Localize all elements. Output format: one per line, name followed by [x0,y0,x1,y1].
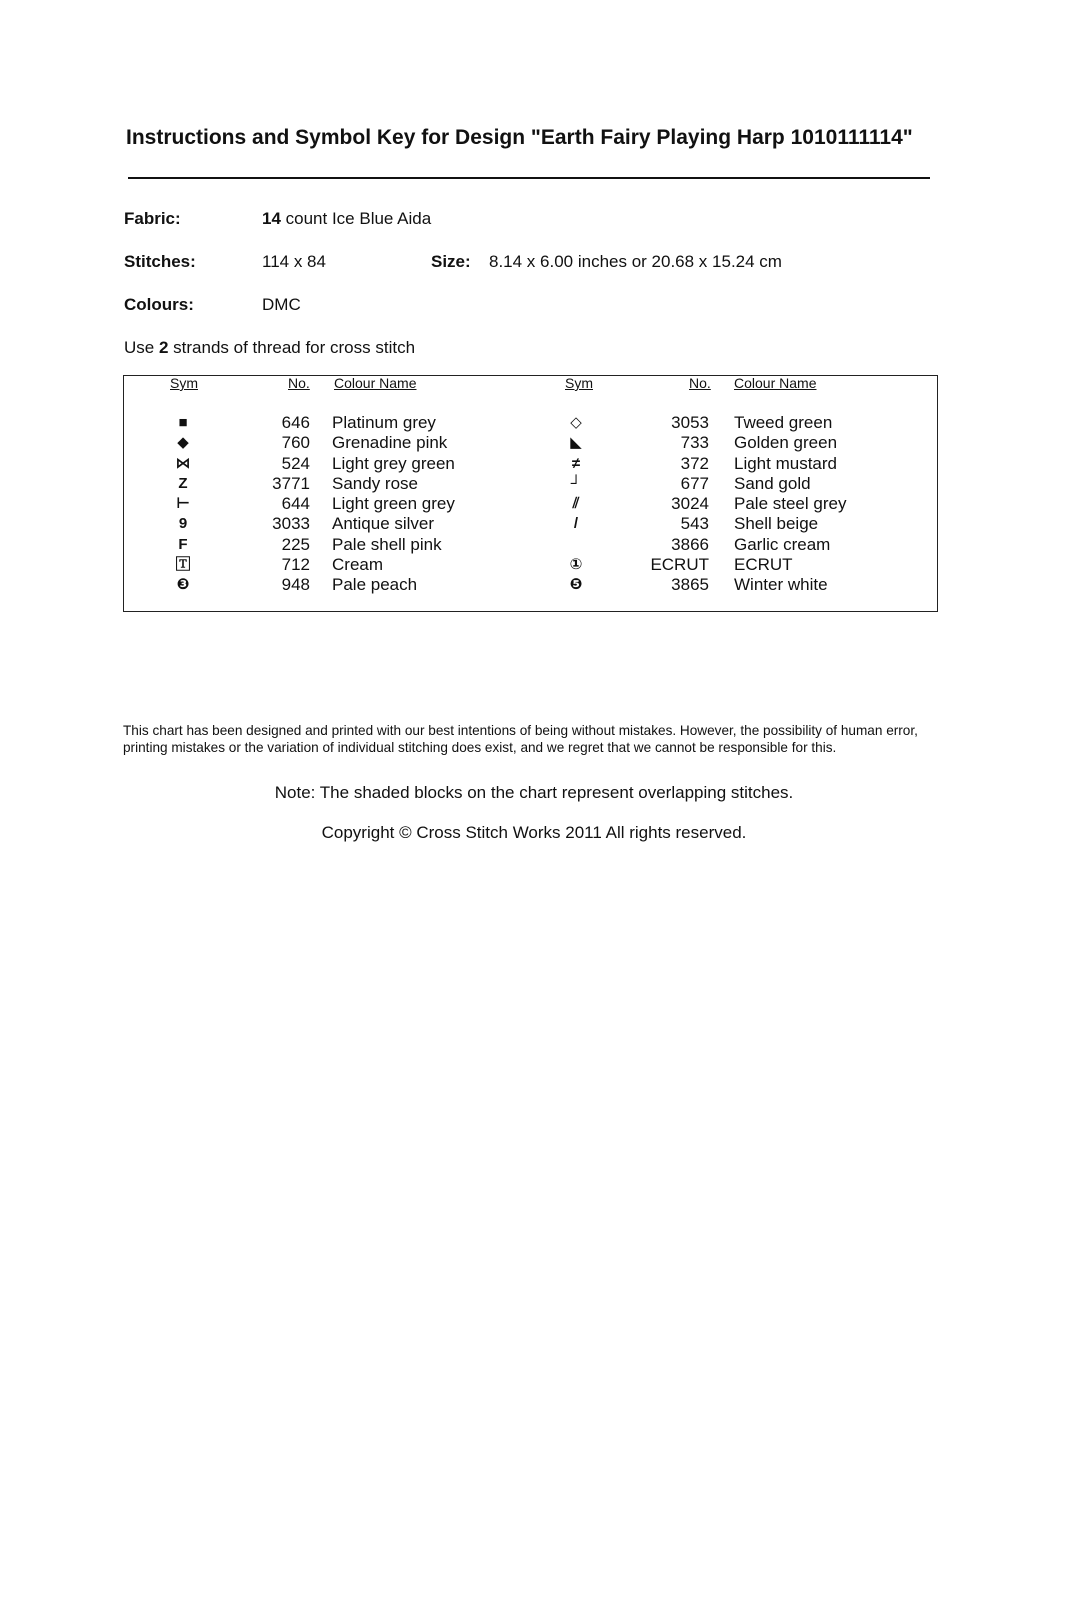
key-row [0,454,1068,474]
symbol-glyph: Z [178,474,188,492]
colour-name: Sandy rose [332,473,418,493]
colour-number: 3053 [671,413,709,432]
symbol-glyph: ❸ [176,576,190,594]
colour-name: Pale shell pink [332,534,442,554]
colour-name: Garlic cream [734,534,831,554]
size-label: Size: [431,252,471,271]
stitches-value: 114 x 84 [262,252,326,271]
colour-name: Winter white [734,575,828,595]
colour-name: Light mustard [734,453,837,473]
shaded-blocks-note: Note: The shaded blocks on the chart represent overlapping stitches. [274,783,794,802]
colour-name: Shell beige [734,514,819,534]
symbol-glyph: ◇ [570,414,582,431]
symbol-glyph: 9 [178,515,188,533]
strands-suffix: strands of thread for cross stitch [168,338,416,357]
colour-number: 760 [281,433,310,453]
colour-name: Cream [332,555,384,575]
header-colour-name-right: Colour Name [734,375,817,391]
symbol-glyph: ❺ [569,576,583,594]
colour-number: 948 [281,575,310,595]
disclaimer-text: This chart has been designed and printed with our best intentions of being without mistakes. However, the possibility of human error, printing mistakes or the variation of individual stitching does exist, and we regret that we cannot be responsible for this. [123,723,918,755]
colour-number: 712 [281,555,310,575]
symbol-glyph: 🅃 [175,556,191,574]
colour-name: Pale steel grey [734,494,847,514]
header-no-right: No. [689,375,711,391]
symbol-glyph: ┘ [570,474,582,492]
fabric-value [262,209,431,229]
colour-name: Antique silver [332,514,435,534]
key-row [0,474,1068,494]
symbol-key-rows [0,413,1068,596]
header-sym-right: Sym [565,375,593,391]
strands-prefix: Use [124,338,159,357]
title-divider [128,177,930,179]
colour-number: 677 [680,473,709,493]
colour-name: Light green grey [332,494,455,514]
key-row [0,535,1068,555]
colour-name: Light grey green [332,453,455,473]
fabric-count: 14 [262,209,281,228]
strands-count: 2 [158,338,169,357]
colours-label: Colours: [124,295,194,314]
strands-instruction [124,338,415,358]
colour-name: Tweed green [734,413,833,432]
key-row [0,555,1068,575]
colour-number: ECRUT [650,555,709,575]
stitches-label: Stitches: [124,252,196,271]
symbol-glyph: / [573,515,579,533]
colour-number: 733 [680,433,709,453]
symbol-glyph: ⫽ [572,495,580,513]
symbol-glyph: ■ [178,414,188,431]
colour-number: 372 [680,453,709,473]
fabric-label: Fabric: [124,209,181,228]
symbol-glyph: F [178,535,188,553]
colour-name: Grenadine pink [332,433,448,453]
colour-number: 3866 [671,534,709,554]
colour-number: 543 [680,514,709,534]
key-row [0,575,1068,595]
colour-number: 524 [281,453,310,473]
fabric-text: count Ice Blue Aida [280,209,432,228]
colours-value: DMC [262,295,301,314]
colour-number: 3771 [272,473,310,493]
key-row [0,413,1068,433]
symbol-glyph: ⊢ [176,495,190,513]
page-title: Instructions and Symbol Key for Design "Earth Fairy Playing Harp 1010111114" [126,126,913,149]
colour-name: ECRUT [734,555,793,575]
colour-name: Pale peach [332,575,418,595]
colour-number: 644 [281,494,310,514]
colour-name: Sand gold [734,473,811,493]
symbol-glyph: ≠ [571,454,581,472]
symbol-glyph: ⋈ [175,454,191,472]
colour-number: 3033 [272,514,310,534]
key-row [0,514,1068,534]
header-no-left: No. [288,375,310,391]
colour-name: Platinum grey [332,413,436,432]
header-sym-left: Sym [170,375,198,391]
header-colour-name-left: Colour Name [334,375,417,391]
symbol-glyph: ◆ [177,434,189,452]
key-row [0,494,1068,514]
size-value: 8.14 x 6.00 inches or 20.68 x 15.24 cm [489,252,782,271]
colour-number: 646 [281,413,310,432]
copyright-text: Copyright © Cross Stitch Works 2011 All rights reserved. [321,823,747,842]
symbol-glyph: ◣ [570,434,582,452]
colour-number: 3024 [671,494,709,514]
colour-name: Golden green [734,433,838,453]
symbol-glyph: ① [569,556,583,574]
key-row [0,433,1068,453]
colour-number: 225 [281,534,310,554]
colour-number: 3865 [671,575,709,595]
